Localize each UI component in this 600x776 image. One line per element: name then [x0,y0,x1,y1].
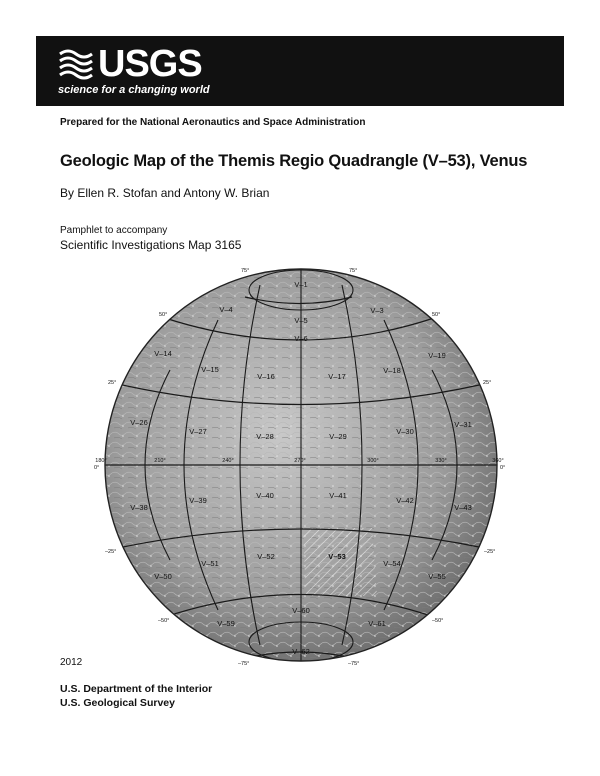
lat-label: 0° [500,465,506,471]
quad-label: V–17 [328,372,346,381]
authors: By Ellen R. Stofan and Antony W. Brian [60,186,270,200]
quad-label: V–31 [454,420,472,429]
usgs-banner [36,36,564,106]
lat-label: –50° [158,618,170,624]
quad-label: V–1 [294,280,308,289]
lat-label: –75° [238,661,250,667]
quad-label: V–41 [329,491,347,500]
quad-label: V–6 [294,334,308,343]
quad-label: V–5 [294,316,308,325]
quad-label: V–19 [428,351,446,360]
prepared-for: Prepared for the National Aeronautics and Space Administration [60,117,366,128]
lat-label: 50° [432,312,441,318]
v53-highlight [303,528,377,596]
lat-label: –75° [348,661,360,667]
lat-label: –25° [484,549,496,555]
quad-label: V–52 [257,552,275,561]
department: U.S. Department of the Interior [60,683,213,695]
lat-label: 75° [349,268,358,274]
quad-label: V–15 [201,365,219,374]
lat-label: 50° [159,312,168,318]
usgs-logo[interactable] [58,43,228,98]
quad-label: V–4 [219,305,233,314]
lon-label: 210° [154,458,166,464]
quad-label: V–27 [189,427,207,436]
quad-label: V–54 [383,559,401,568]
pamphlet-label: Pamphlet to accompany [60,225,168,236]
quad-label: V–43 [454,503,472,512]
usgs-wave-icon [58,48,96,82]
lat-label: 75° [241,268,250,274]
lon-label: 180° [95,458,107,464]
agency: U.S. Geological Survey [60,697,175,709]
lon-label: 270° [294,458,306,464]
quad-label: V–62 [292,647,310,656]
quad-label: V–28 [256,432,274,441]
usgs-wordmark: USGS [98,43,202,85]
series-name: Scientific Investigations Map 3165 [60,238,242,252]
quad-label: V–14 [154,349,172,358]
quad-label: V–26 [130,418,148,427]
quad-label: V–59 [217,619,235,628]
lat-label: 25° [108,380,117,386]
quad-label: V–42 [396,496,414,505]
lon-label: 360° [492,458,504,464]
lat-label: 0° [94,465,100,471]
quad-label: V–53 [328,552,346,561]
quad-label: V–30 [396,427,414,436]
venus-quadrangle-globe [90,262,510,670]
usgs-tagline: science for a changing world [58,84,210,96]
lon-label: 300° [367,458,379,464]
quad-label: V–39 [189,496,207,505]
quad-label: V–51 [201,559,219,568]
lon-label: 330° [435,458,447,464]
quad-label: V–55 [428,572,446,581]
quad-label: V–3 [370,306,384,315]
lat-label: 25° [483,380,492,386]
quad-label: V–29 [329,432,347,441]
publication-year: 2012 [60,657,83,668]
lon-label: 240° [222,458,234,464]
quad-label: V–40 [256,491,274,500]
quad-label: V–18 [383,366,401,375]
quad-label: V–61 [368,619,386,628]
lat-label: –25° [105,549,117,555]
quad-label: V–50 [154,572,172,581]
quad-label: V–60 [292,606,310,615]
document-title: Geologic Map of the Themis Regio Quadrangle (V–53), Venus [60,152,528,170]
quad-label: V–16 [257,372,275,381]
quad-label: V–38 [130,503,148,512]
lat-label: –50° [432,618,444,624]
